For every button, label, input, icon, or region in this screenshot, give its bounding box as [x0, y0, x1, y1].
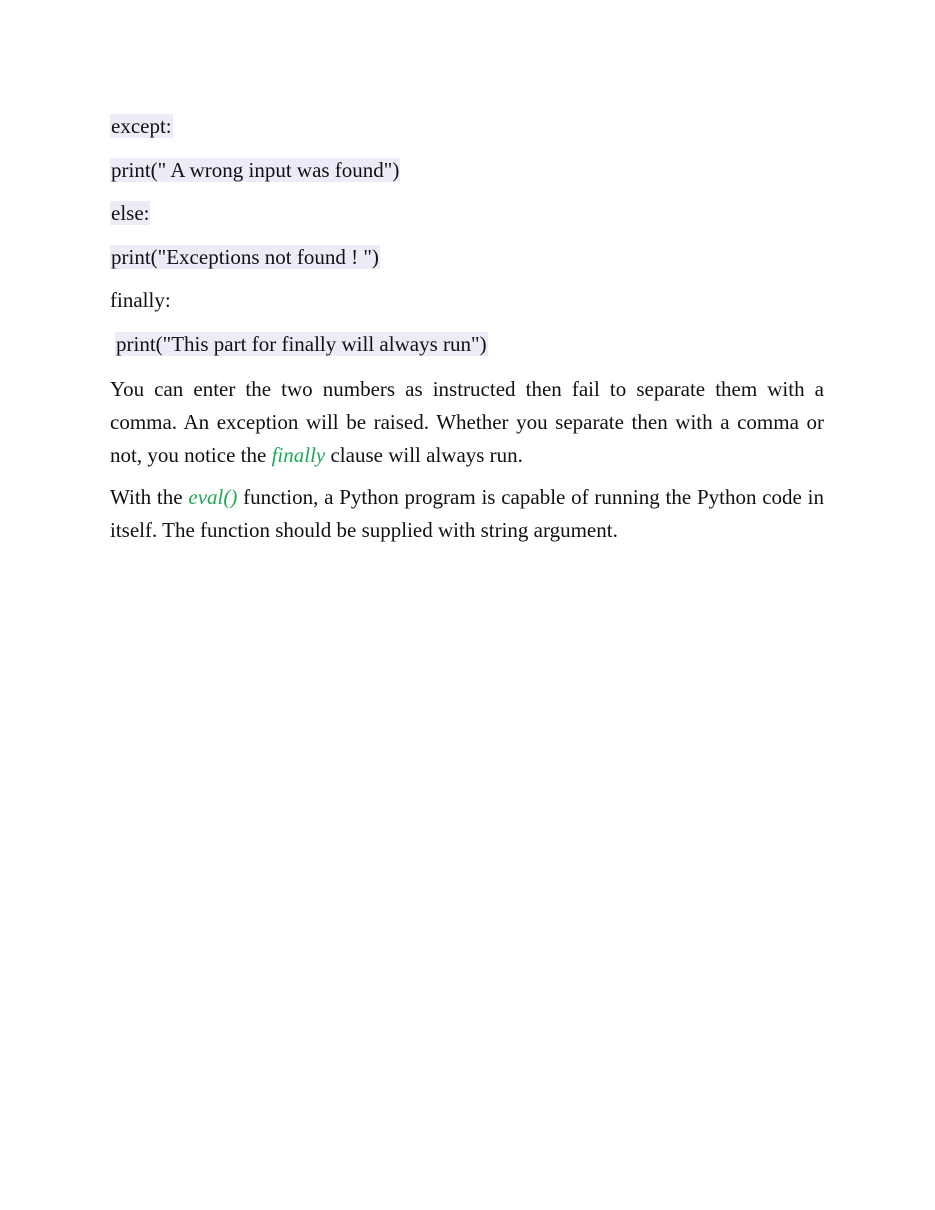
code-text: else:: [111, 201, 150, 225]
paragraph-text: clause will always run.: [325, 443, 523, 467]
code-text: print(" A wrong input was found"): [111, 157, 400, 182]
code-text: print("This part for finally will always run"): [116, 331, 487, 356]
paragraph-finally-explanation: [110, 373, 824, 472]
code-line-print-finally: [110, 330, 824, 374]
paragraph-text: You can enter the two numbers as instructed then fail to separate them with a comma. An exception will be raised. Whether you separate then with a comma or not, you notice the: [110, 377, 824, 467]
code-line-print-no-exceptions: [110, 243, 824, 287]
code-line-except: [110, 112, 824, 156]
document-page: [110, 112, 824, 556]
code-line-print-wrong-input: [110, 156, 824, 200]
paragraph-text: With the: [110, 485, 189, 509]
code-text: finally:: [110, 288, 171, 312]
code-line-else: [110, 199, 824, 243]
keyword-eval: eval(): [188, 485, 238, 509]
code-line-finally: [110, 286, 824, 330]
paragraph-eval-explanation: [110, 481, 824, 547]
code-text: except:: [111, 114, 172, 138]
paragraph-text: function, a Python program is capable of running the Python code in itself. The function should be supplied with string argument.: [110, 485, 824, 542]
code-text: print("Exceptions not found ! "): [111, 244, 379, 269]
keyword-finally: finally: [271, 443, 326, 467]
